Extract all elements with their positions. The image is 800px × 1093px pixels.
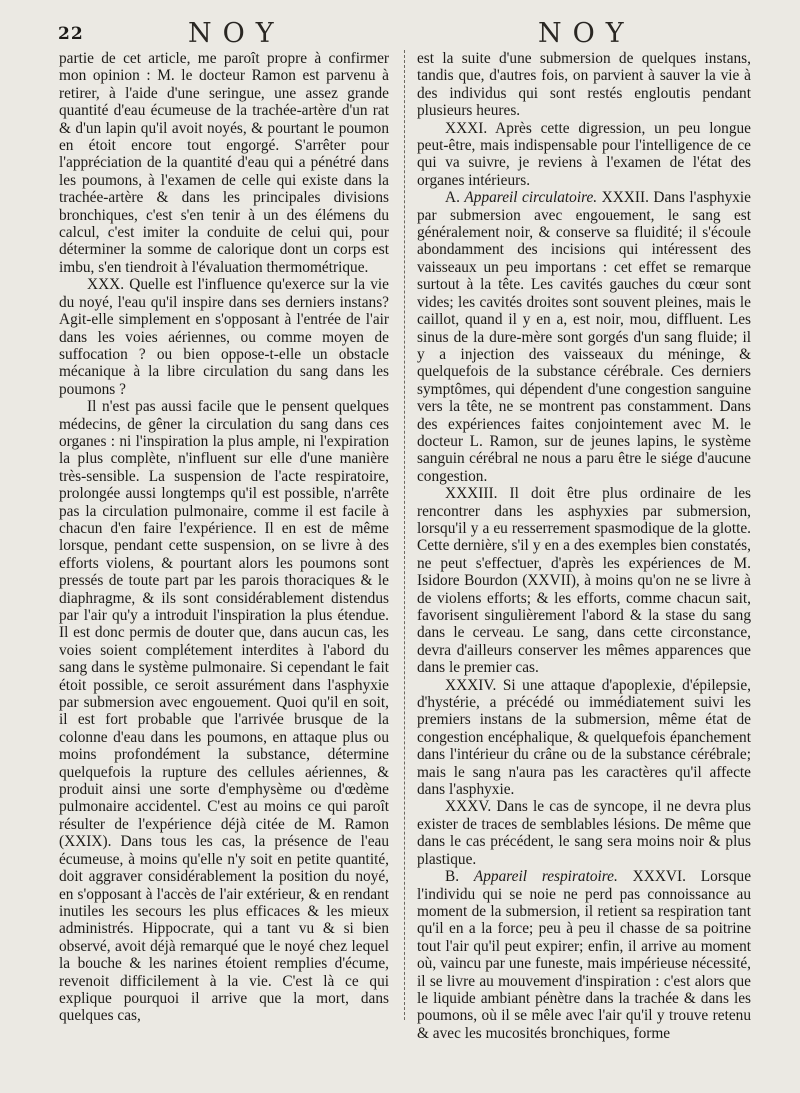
section-letter: B. [445,868,474,886]
running-head-right: NOY [538,18,635,49]
paragraph: Il n'est pas aussi facile que le pensent quelques médecins, de gêner la circulation du sang dans ces organes : ni l'inspiration la plus ample, ni l'expiration la plus complète, n'influent sur elle d'une manière très-sensible. La suspension de l'acte respiratoire, prolongée aussi longtemps qu'il est possible, n'arrête pas la circulation pulmonaire, comme il est facile à chacun d'en faire l'expérience. Il en est de même lorsque, pendant cette suspension, on se livre à des efforts violens, & pourtant alors les poumons sont pressés de toute part par les parois thoraciques & le diaphragme, & ils sont considérablement distendus par l'air qu'y a introduit l'inspiration la plus étendue. Il est donc permis de douter que, dans aucun cas, les voies soient complétement interdites à l'abord du sang dans le système pulmonaire. Si cependant le fait étoit possible, ce seroit assurément dans l'asphyxie par submersion avec engouement. Quoi qu'il en soit, il est fort probable que l'arrivée brusque de la colonne d'eau dans les poumons, en attaque plus ou moins profondément la substance, détermine quelquefois la rupture des cellules aériennes, & produit ainsi une sorte d'emphysème ou d'œdème pulmonaire accidentel. C'est au moins ce qui paroît résulter de l'expérience déjà citée de M. Ramon (XXIX). Dans tous les cas, la présence de l'eau écumeuse, à moins qu'elle n'y soit en petite quantité, doit aggraver considérablement la position du noyé, en s'opposant à l'accès de l'air extérieur, & en rendant inutiles les secours les plus efficaces & les mieux administrés. Hippocrate, qui a tant vu & si bien observé, avoit déjà remarqué que le noyé chez lequel la bouche & les narines étoient remplies d'écume, revenoit difficilement à la vie. C'est là ce qui explique pourquoi il arrive que la mort, dans quelques cas, [59,398,389,1025]
paragraph: XXX. Quelle est l'influence qu'exerce sur la vie du noyé, l'eau qu'il inspire dans ses derniers instans? Agit-elle simplement en s'opposant à l'entrée de l'air dans les voies aériennes, ou comme moyen de suffocation ? ou bien oppose-t-elle un obstacle mécanique à la libre circulation du sang dans les poumons ? [59,276,389,398]
paragraph-text: XXXVI. Lorsque l'individu qui se noie ne perd pas connoissance au moment de la submersion, il retient sa respiration tant qu'il en a la force; peu à peu il chasse de sa poitrine tout l'air qu'il peut expirer; enfin, il arrive au moment où, vaincu par une funeste, mais impérieuse nécessité, il se livre au mouvement d'inspiration : c'est alors que le liquide ambiant pénètre dans la trachée & dans les poumons, où il se mêle avec l'air qu'il y trouve retenu & avec les mucosités bronchiques, forme [417,868,752,1042]
page-number: 22 [58,24,84,44]
column-divider [404,50,405,1020]
left-column [59,50,389,1025]
section-letter: A. [445,189,465,207]
paragraph: XXXIII. Il doit être plus ordinaire de les rencontrer dans les asphyxies par submersion, lorsqu'il y a eu resserrement spasmodique de la glotte. Cette dernière, s'il y en a des exemples bien constatés, ne peut s'effectuer, d'après les expériences de M. Isidore Bourdon (XXVII), à moins qu'on ne se livre à de violens efforts; & les efforts, comme chacun sait, favorisent singulièrement l'abord & la stase du sang dans le cerveau. Le sang, dans cette circonstance, devra d'ailleurs conserver les mêmes apparences que dans le premier cas. [417,485,751,677]
running-head-left: NOY [188,18,285,49]
section-label: Appareil circulatoire. [464,189,598,207]
paragraph: XXXV. Dans le cas de syncope, il ne devra plus exister de traces de semblables lésions. De même que dans le cas précédent, le sang sera moins noir & plus plastique. [417,798,751,868]
right-column [417,50,751,1042]
paragraph-text: XXXII. Dans l'asphyxie par submersion avec engouement, le sang est généralement noir, & conserve sa fluidité; il s'écoule abondamment des incisions qui intéressent des vaisseaux un peu importans : cet effet se remarque surtout à la tête. Les cavités gauches du cœur sont vides; les cavités droites sont souvent pleines, mais le caillot, quand il y en a, est noir, mou, diffluent. Les sinus de la dure-mère sont gorgés d'un sang fluide; il y a injection des vaisseaux du méninge, & quelquefois de la substance cérébrale. Ces derniers symptômes, qui dépendent d'une congestion sanguine vers la tête, ne se montrent pas constamment. Dans des expériences faites conjointement avec M. le docteur L. Ramon, sur de jeunes lapins, le système sanguin cérébral ne nous a paru être le siége d'aucune congestion. [417,189,751,485]
paragraph [417,868,751,1042]
paragraph [417,189,751,485]
paragraph: XXXI. Après cette digression, un peu longue peut-être, mais indispensable pour l'intelligence de ce qui va suivre, je reviens à l'examen de l'état des organes intérieurs. [417,119,751,189]
paragraph-continuation: partie de cet article, me paroît propre à confirmer mon opinion : M. le docteur Ramon est parvenu à retirer, à l'aide d'une seringue, une assez grande quantité d'eau écumeuse de la trachée-artère d'un rat & d'un lapin qu'il avoit noyés, & pourtant le poumon en étoit encore tout engorgé. S'arrêter pour l'appréciation de la quantité d'eau qui a pénétré dans les poumons, à l'examen de celle qui existe dans la trachée-artère & dans les principales divisions bronchiques, c'est s'en tenir à un des élémens du calcul, c'est imiter la conduite de celui qui, pour déterminer la somme de calorique dont un corps est imbu, s'en tiendroit à l'évaluation thermométrique. [59,50,389,276]
page-header [0,18,800,52]
section-label: Appareil respiratoire. [473,868,618,886]
paragraph: XXXIV. Si une attaque d'apoplexie, d'épilepsie, d'hystérie, a précédé ou immédiatement suivi les premiers instans de la submersion, même état de congestion encéphalique, & quelquefois épanchement dans l'intérieur du crâne ou de la substance cérébrale; mais le sang n'aura pas les caractères qu'il affecte dans l'asphyxie. [417,676,751,799]
paragraph-continuation: est la suite d'une submersion de quelques instans, tandis que, d'autres fois, on parvient à sauver la vie à des individus qui sont restés engloutis pendant plusieurs heures. [417,50,751,120]
